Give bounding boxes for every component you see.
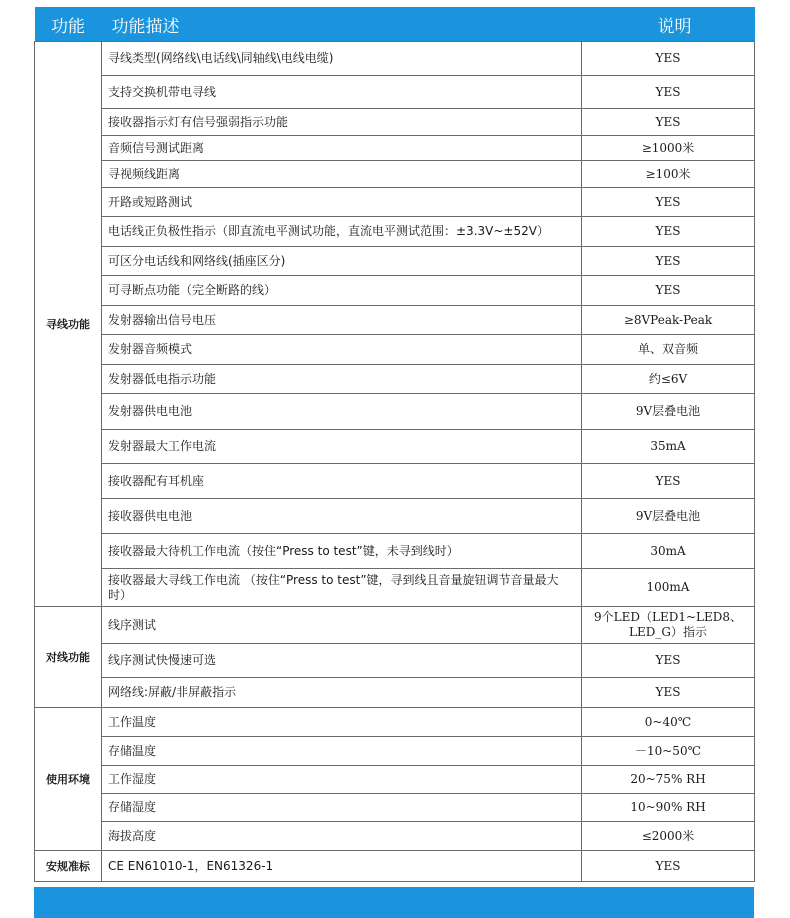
row-description: 存储湿度 (102, 794, 582, 822)
row-description: CE EN61010-1，EN61326-1 (102, 851, 582, 882)
row-value: ≥1000米 (582, 136, 755, 161)
row-description: 寻视频线距离 (102, 161, 582, 188)
table-row (35, 766, 755, 794)
table-row (35, 188, 755, 217)
row-description: 发射器供电电池 (102, 394, 582, 430)
table-row (35, 430, 755, 464)
row-value: 35mA (582, 430, 755, 464)
row-value: 9V层叠电池 (582, 394, 755, 430)
row-description: 网络线:屏蔽/非屏蔽指示 (102, 678, 582, 708)
row-description: 电话线正负极性指示（即直流电平测试功能，直流电平测试范围：±3.3V~±52V） (102, 217, 582, 247)
row-value: YES (582, 217, 755, 247)
row-value: YES (582, 188, 755, 217)
table-row (35, 499, 755, 534)
row-description: 存储温度 (102, 737, 582, 766)
header-description: 功能描述 (102, 7, 582, 42)
row-description: 发射器低电指示功能 (102, 365, 582, 394)
table-row (35, 276, 755, 306)
row-description: 接收器最大待机工作电流（按住“Press to test”键，未寻到线时） (102, 534, 582, 569)
row-value: 0~40℃ (582, 708, 755, 737)
row-description: 工作温度 (102, 708, 582, 737)
table-row (35, 607, 755, 644)
row-value: YES (582, 644, 755, 678)
row-description: 可寻断点功能（完全断路的线） (102, 276, 582, 306)
spec-table (34, 7, 755, 882)
row-value: YES (582, 276, 755, 306)
table-row (35, 851, 755, 882)
row-description: 接收器最大寻线工作电流 （按住“Press to test”键，寻到线且音量旋钮调节音量最大时） (102, 569, 582, 607)
table-row (35, 109, 755, 136)
table-row (35, 794, 755, 822)
row-value: ≥100米 (582, 161, 755, 188)
row-value: YES (582, 678, 755, 708)
row-value: YES (582, 42, 755, 76)
row-description: 发射器最大工作电流 (102, 430, 582, 464)
table-row (35, 247, 755, 276)
row-value: 单、双音频 (582, 335, 755, 365)
row-description: 线序测试快慢速可选 (102, 644, 582, 678)
section-label: 寻线功能 (35, 42, 102, 607)
table-row (35, 822, 755, 851)
row-description: 接收器配有耳机座 (102, 464, 582, 499)
row-value: 10~90% RH (582, 794, 755, 822)
table-row (35, 737, 755, 766)
row-value: 20~75% RH (582, 766, 755, 794)
row-description: 音频信号测试距离 (102, 136, 582, 161)
table-row (35, 569, 755, 607)
row-description: 接收器供电电池 (102, 499, 582, 534)
table-row (35, 76, 755, 109)
table-row (35, 644, 755, 678)
table-row (35, 306, 755, 335)
row-value: 30mA (582, 534, 755, 569)
table-row (35, 42, 755, 76)
table-row (35, 161, 755, 188)
header-function: 功能 (35, 7, 102, 42)
table-row (35, 464, 755, 499)
row-value: －10~50℃ (582, 737, 755, 766)
section-label: 对线功能 (35, 607, 102, 708)
row-value: YES (582, 247, 755, 276)
row-description: 工作湿度 (102, 766, 582, 794)
table-row (35, 217, 755, 247)
table-header (35, 7, 755, 42)
table-row (35, 534, 755, 569)
row-value: 9V层叠电池 (582, 499, 755, 534)
row-value: 100mA (582, 569, 755, 607)
row-value: 9个LED（LED1~LED8、LED_G）指示 (582, 607, 755, 644)
row-value: ≤2000米 (582, 822, 755, 851)
row-description: 开路或短路测试 (102, 188, 582, 217)
row-value: YES (582, 851, 755, 882)
row-description: 发射器输出信号电压 (102, 306, 582, 335)
table-row (35, 708, 755, 737)
row-description: 寻线类型(网络线\电话线\同轴线\电线电缆) (102, 42, 582, 76)
table-row (35, 394, 755, 430)
row-description: 可区分电话线和网络线(插座区分) (102, 247, 582, 276)
section-label: 安规准标 (35, 851, 102, 882)
row-description: 海拔高度 (102, 822, 582, 851)
table-row (35, 136, 755, 161)
row-value: 约≤6V (582, 365, 755, 394)
section-label: 使用环境 (35, 708, 102, 851)
row-value: ≥8VPeak-Peak (582, 306, 755, 335)
footer-bar (34, 887, 754, 918)
table-row (35, 678, 755, 708)
row-description: 线序测试 (102, 607, 582, 644)
table-row (35, 365, 755, 394)
row-value: YES (582, 109, 755, 136)
row-description: 发射器音频模式 (102, 335, 582, 365)
row-description: 支持交换机带电寻线 (102, 76, 582, 109)
table-row (35, 335, 755, 365)
row-value: YES (582, 76, 755, 109)
row-value: YES (582, 464, 755, 499)
header-notes: 说明 (582, 7, 755, 42)
row-description: 接收器指示灯有信号强弱指示功能 (102, 109, 582, 136)
